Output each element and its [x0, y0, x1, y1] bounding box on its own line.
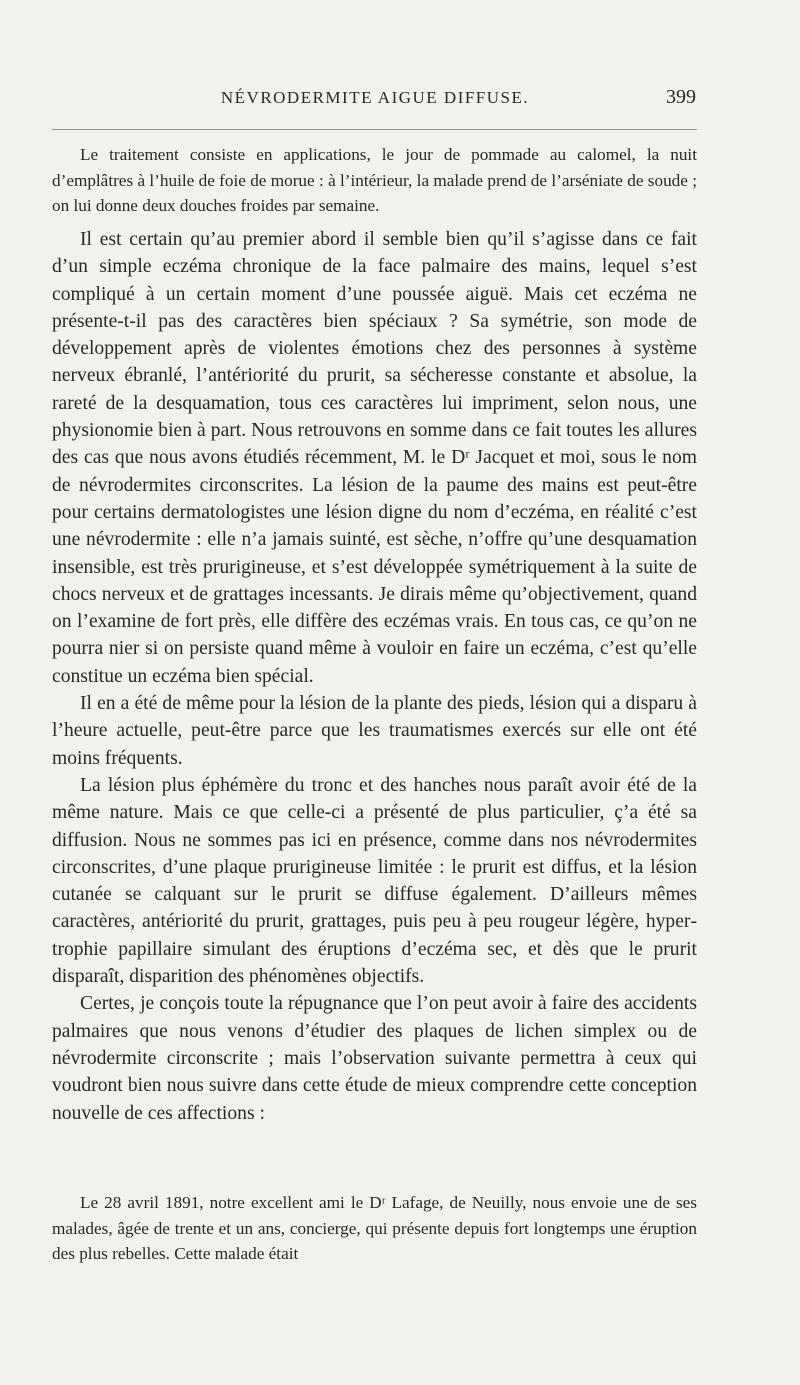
running-title: NÉVRODERMITE AIGUE DIFFUSE.: [220, 88, 530, 107]
body-paragraph-2: Il en a été de même pour la lésion de la plante des pieds, lésion qui a disparu à l’heure actuelle, peut-être parce que les traumatismes exercés sur elle ont été moins fréquents.: [52, 693, 697, 769]
page-header: [52, 86, 698, 114]
header-rule: [52, 129, 697, 130]
page-number: 399: [666, 86, 696, 108]
body-paragraph-1: Il est certain qu’au premier abord il semble bien qu’il s’agisse dans ce fait d’un simple eczéma chronique de la face palmaire des mains, lequel s’est compliqué à un certain moment d’une poussée aiguë. Mais cet eczéma ne présente-t-il pas des caractères bien spéciaux ? Sa symétrie, son mode de développement après de violentes émotions chez des personnes à système nerveux ébranlé, l’antériorité du prurit, sa sécheresse constante et absolue, la rareté de la desquamation, tous ces caractères lui impriment, selon nous, une physionomie bien à part. Nous retrouvons en somme dans ce fait toutes les allures des cas que nous avons étudiés récemment, M. le Dʳ Jacquet et moi, sous le nom de névrodermites circonscrites. La lésion de la paume des mains est peut-être pour certains dermatologistes une lésion digne du nom d’eczéma, en réalité c’est une névrodermite : elle n’a jamais suinté, est sèche, n’offre qu’une desquamation insensible, est très prurigineuse, et s’est développée symétriquement à la suite de chocs nerveux et de grattages incessants. Je dirais même qu’objectivement, quand on l’examine de fort près, elle diffère des eczémas vrais. En tous cas, ce qu’on ne pourra nier si on persiste quand même à vouloir en faire un eczéma, c’est qu’elle constitue un eczéma bien spécial.: [52, 229, 697, 687]
treatment-paragraph-block: [52, 142, 697, 219]
case-observation-block: [52, 1190, 697, 1267]
main-text: [52, 226, 697, 1127]
case-observation-paragraph: Le 28 avril 1891, notre excellent ami le Dʳ Lafage, de Neuilly, nous envoie une de ses malades, âgée de trente et un ans, concierge, qui présente depuis fort longtemps une éruption des plus rebelles. Cette malade était: [52, 1193, 697, 1263]
treatment-paragraph: Le traitement consiste en applications, le jour de pommade au calomel, la nuit d’emplâtres à l’huile de foie de morue : à l’intérieur, la malade prend de l’arséniate de soude ; on lui donne deux douches froides par semaine.: [52, 145, 697, 215]
body-paragraph-4: Certes, je conçois toute la répugnance que l’on peut avoir à faire des accidents palmaires que nous venons d’étudier des plaques de lichen simplex ou de névrodermite circonscrite ; mais l’observation suivante permettra à ceux qui voudront bien nous suivre dans cette étude de mieux comprendre cette conception nouvelle de ces affections :: [52, 993, 697, 1124]
body-paragraph-3: La lésion plus éphémère du tronc et des hanches nous paraît avoir été de la même nature. Mais ce que celle-ci a présenté de plus particulier, ç’a été sa diffusion. Nous ne sommes pas ici en présence, comme dans nos névrodermites circonscrites, d’une plaque prurigineuse limitée : le prurit est diffus, et la lésion cutanée se calquant sur le prurit se diffuse également. D’ailleurs mêmes caractères, antériorité du prurit, grattages, puis peu à peu rougeur légère, hypertrophie papillaire simulant des éruptions d’eczéma sec, et dès que le prurit disparaît, disparition des phénomènes objectifs.: [52, 774, 697, 988]
